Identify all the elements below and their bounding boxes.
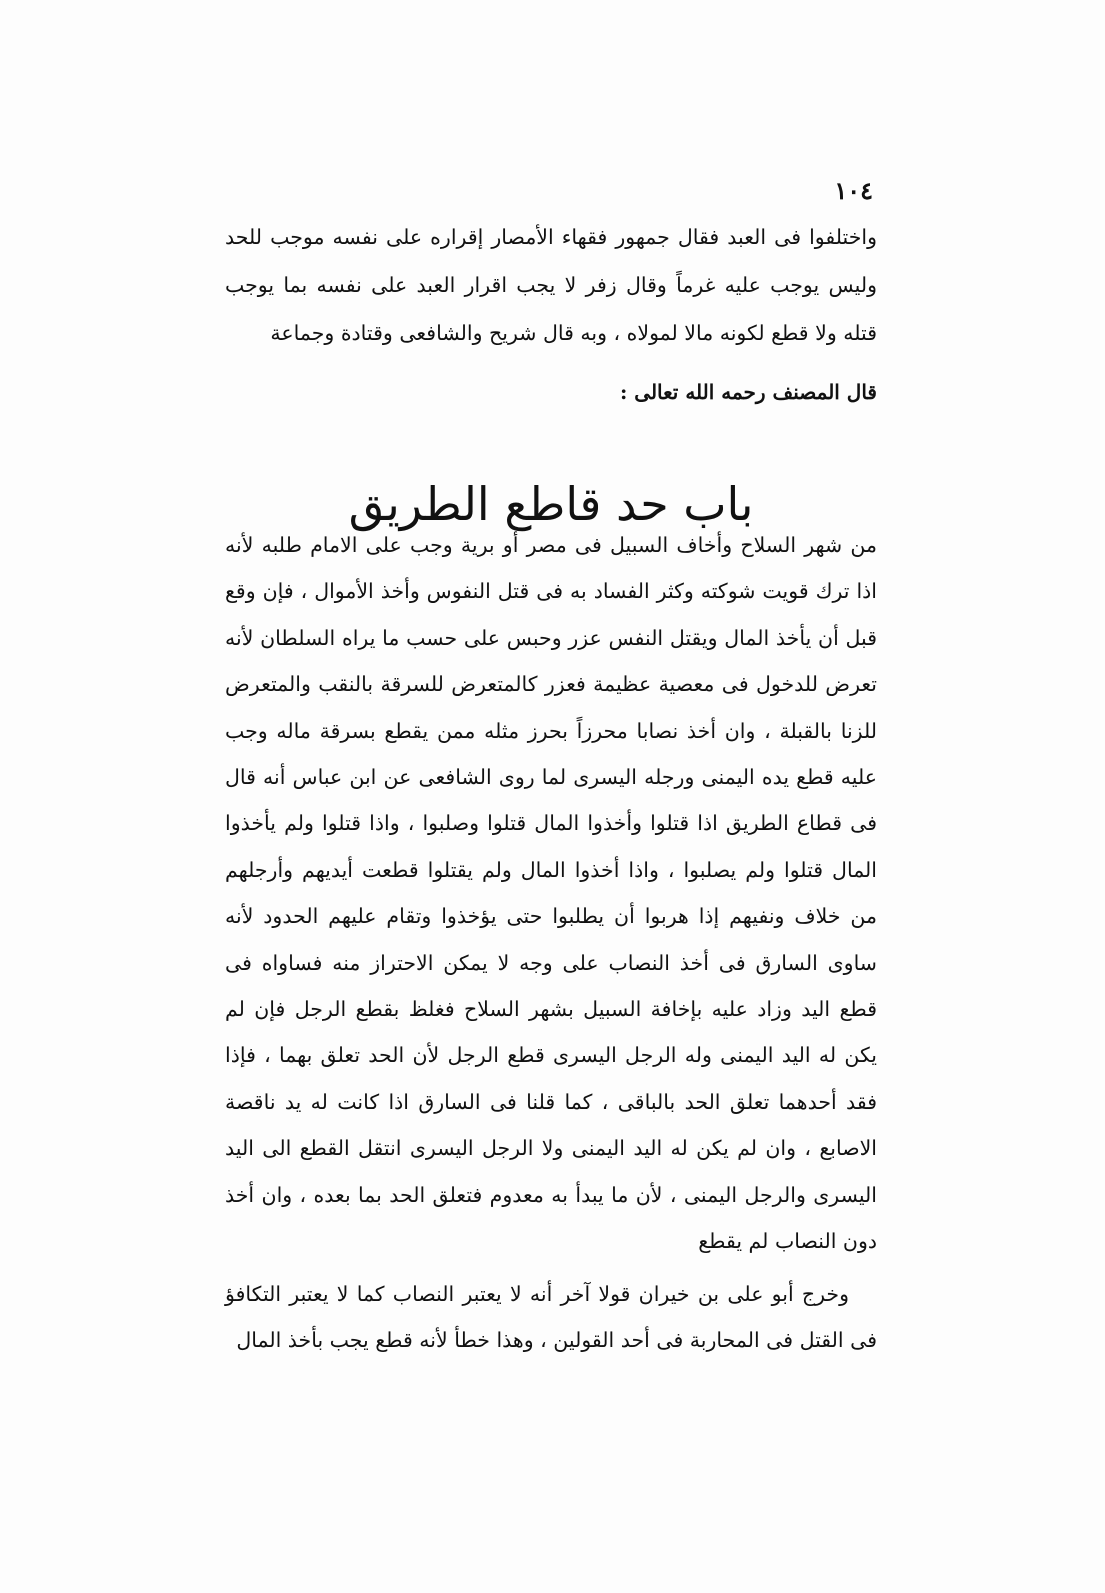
- second-paragraph: وخرج أبو على بن خيران قولا آخر أنه لا يعتبر النصاب كما لا يعتبر التكافؤ فى القتل فى المحاربة فى أحد القولين ، وهذا خطأ لأنه قطع يجب بأخذ المال: [225, 1281, 877, 1352]
- author-note: قال المصنف رحمه الله تعالى :: [619, 380, 877, 404]
- chapter-title: باب حد قاطع الطريق: [348, 476, 754, 531]
- page-number: ١٠٤: [834, 176, 873, 205]
- intro-paragraph-block: [225, 213, 877, 357]
- main-paragraph: من شهر السلاح وأخاف السبيل فى مصر أو برية وجب على الامام طلبه لأنه اذا ترك قويت شوكته وكثر الفساد به فى قتل النفوس وأخذ الأموال ، فإن وقع قبل أن يأخذ المال ويقتل النفس عزر وحبس على حسب ما يراه السلطان لأنه تعرض للدخول فى معصية عظيمة فعزر كالمتعرض للسرقة بالنقب والمتعرض للزنا بالقبلة ، وان أخذ نصابا محرزاً بحرز مثله ممن يقطع بسرقة ماله وجب عليه قطع يده اليمنى ورجله اليسرى لما روى الشافعى عن ابن عباس أنه قال فى قطاع الطريق اذا قتلوا وأخذوا المال قتلوا وصلبوا ، واذا قتلوا ولم يأخذوا المال قتلوا ولم يصلبوا ، واذا أخذوا المال ولم يقتلوا قطعت أيديهم وأرجلهم من خلاف ونفيهم إذا هربوا أن يطلبوا حتى يؤخذوا وتقام عليهم الحدود لأنه ساوى السارق فى أخذ النصاب على وجه لا يمكن الاحتراز منه فساواه فى قطع اليد وزاد عليه بإخافة السبيل بشهر السلاح فغلظ بقطع الرجل فإن لم يكن له اليد اليمنى وله الرجل اليسرى قطع الرجل لأن الحد تعلق بهما ، فإذا فقد أحدهما تعلق الحد بالباقى ، كما قلنا فى السارق اذا كانت له يد ناقصة الاصابع ، وان لم يكن له اليد اليمنى ولا الرجل اليسرى انتقل القطع الى اليد اليسرى والرجل اليمنى ، لأن ما يبدأ به معدوم فتعلق الحد بما بعده ، وان أخذ دون النصاب لم يقطع: [225, 533, 877, 1254]
- main-paragraph-block: [225, 522, 877, 1363]
- intro-paragraph: واختلفوا فى العبد فقال جمهور فقهاء الأمصار إقراره على نفسه موجب للحد وليس يوجب عليه غرماً وقال زفر لا يجب اقرار العبد على نفسه بما يوجب قتله ولا قطع لكونه مالا لمولاه ، وبه قال شريح والشافعى وقتادة وجماعة: [225, 225, 877, 345]
- author-note-block: [225, 372, 877, 412]
